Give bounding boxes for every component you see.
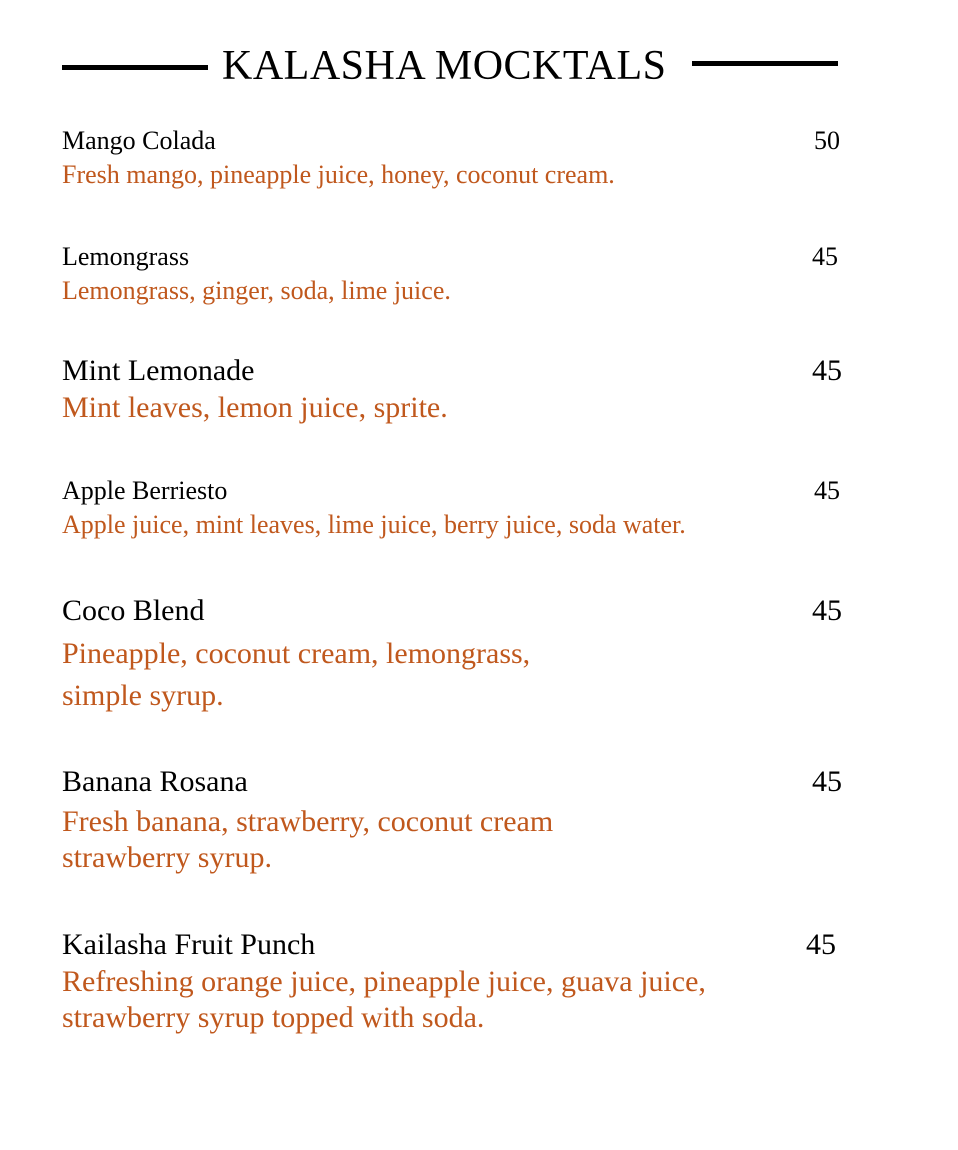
item-description: Mint leaves, lemon juice, sprite. — [62, 391, 448, 424]
header-rule-right — [692, 61, 838, 66]
menu-item-lemongrass — [62, 240, 862, 308]
item-price: 45 — [812, 242, 838, 271]
item-description: strawberry syrup topped with soda. — [62, 1001, 485, 1034]
menu-item-banana-rosana — [62, 763, 862, 876]
item-name: Lemongrass — [62, 242, 190, 271]
item-description: simple syrup. — [62, 679, 224, 712]
item-name: Kailasha Fruit Punch — [62, 928, 316, 961]
item-price: 45 — [814, 476, 840, 505]
item-description: Refreshing orange juice, pineapple juice, guava juice, — [62, 965, 706, 998]
item-name: Coco Blend — [62, 594, 205, 627]
menu-header — [62, 38, 838, 94]
menu-title: KALASHA MOCKTALS — [222, 43, 667, 89]
item-name: Mint Lemonade — [62, 354, 255, 387]
menu-item-coco-blend — [62, 592, 862, 717]
item-name: Apple Berriesto — [62, 476, 228, 505]
menu-item-apple-berriesto — [62, 474, 862, 542]
item-description: Fresh mango, pineapple juice, honey, coconut cream. — [62, 160, 615, 189]
menu-item-kailasha-fruit-punch — [62, 926, 862, 1036]
item-price: 45 — [812, 594, 842, 627]
item-description: Fresh banana, strawberry, coconut cream — [62, 805, 554, 838]
item-description: Apple juice, mint leaves, lime juice, berry juice, soda water. — [62, 510, 686, 539]
header-rule-left — [62, 65, 208, 70]
item-price: 45 — [812, 354, 842, 387]
item-description: Pineapple, coconut cream, lemongrass, — [62, 637, 531, 670]
item-price: 50 — [814, 126, 840, 155]
item-price: 45 — [812, 765, 842, 798]
item-name: Mango Colada — [62, 126, 216, 155]
item-description: Lemongrass, ginger, soda, lime juice. — [62, 276, 451, 305]
menu-item-mint-lemonade — [62, 352, 862, 426]
menu-item-mango-colada — [62, 124, 862, 192]
item-name: Banana Rosana — [62, 765, 248, 798]
item-price: 45 — [806, 928, 836, 961]
item-description: strawberry syrup. — [62, 841, 272, 874]
